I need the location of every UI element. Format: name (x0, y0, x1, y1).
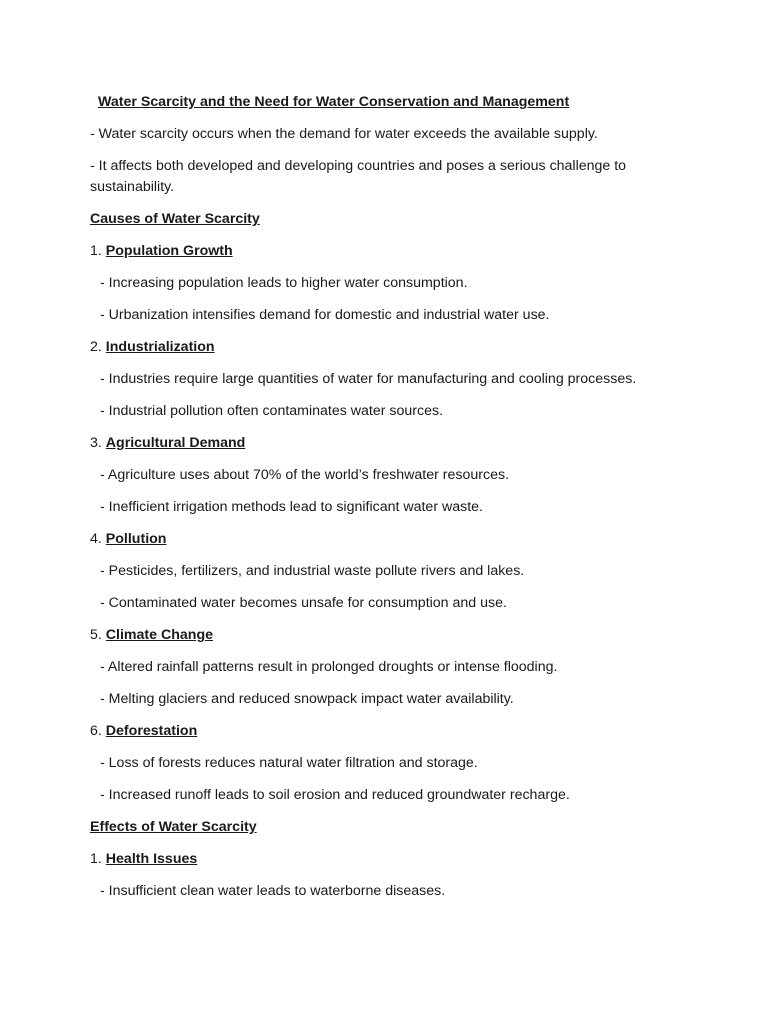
cause-point: - Increased runoff leads to soil erosion and reduced groundwater recharge. (100, 787, 570, 803)
cause-point: - Industries require large quantities of water for manufacturing and cooling processes. (100, 371, 637, 387)
cause-point: - Urbanization intensifies demand for domestic and industrial water use. (100, 307, 550, 323)
item-label: Health Issues (105, 851, 198, 867)
effect-item-heading (90, 849, 680, 870)
cause-point: - Agriculture uses about 70% of the world’s freshwater resources. (100, 467, 510, 483)
cause-point: - Inefficient irrigation methods lead to significant water waste. (100, 499, 483, 515)
effects-heading: Effects of Water Scarcity (90, 819, 257, 835)
item-number: 6. (90, 723, 102, 739)
item-number: 3. (90, 435, 102, 451)
effect-point: - Insufficient clean water leads to waterborne diseases. (100, 883, 446, 899)
item-label: Deforestation (105, 723, 198, 739)
item-number: 1. (90, 243, 102, 259)
cause-item-heading (90, 529, 680, 550)
item-number: 4. (90, 531, 102, 547)
cause-item-heading (90, 433, 680, 454)
cause-item-heading (90, 241, 680, 262)
intro-paragraph: - It affects both developed and developing countries and poses a serious challenge to sustainability. (90, 158, 627, 195)
intro-paragraph: - Water scarcity occurs when the demand for water exceeds the available supply. (90, 126, 598, 142)
item-label: Climate Change (105, 627, 214, 643)
cause-point: - Altered rainfall patterns result in prolonged droughts or intense flooding. (100, 659, 558, 675)
item-number: 2. (90, 339, 102, 355)
cause-item-heading (90, 625, 680, 646)
item-number: 1. (90, 851, 102, 867)
document-page (90, 92, 680, 913)
cause-point: - Increasing population leads to higher water consumption. (100, 275, 468, 291)
cause-item-heading (90, 337, 680, 358)
item-label: Pollution (105, 531, 167, 547)
item-label: Population Growth (105, 243, 233, 259)
causes-heading: Causes of Water Scarcity (90, 211, 260, 227)
item-number: 5. (90, 627, 102, 643)
cause-point: - Industrial pollution often contaminates water sources. (100, 403, 444, 419)
cause-point: - Loss of forests reduces natural water filtration and storage. (100, 755, 478, 771)
cause-point: - Pesticides, fertilizers, and industrial waste pollute rivers and lakes. (100, 563, 525, 579)
cause-item-heading (90, 721, 680, 742)
document-title: Water Scarcity and the Need for Water Conservation and Management (98, 94, 570, 110)
item-label: Agricultural Demand (105, 435, 246, 451)
item-label: Industrialization (105, 339, 215, 355)
cause-point: - Contaminated water becomes unsafe for consumption and use. (100, 595, 507, 611)
cause-point: - Melting glaciers and reduced snowpack impact water availability. (100, 691, 514, 707)
